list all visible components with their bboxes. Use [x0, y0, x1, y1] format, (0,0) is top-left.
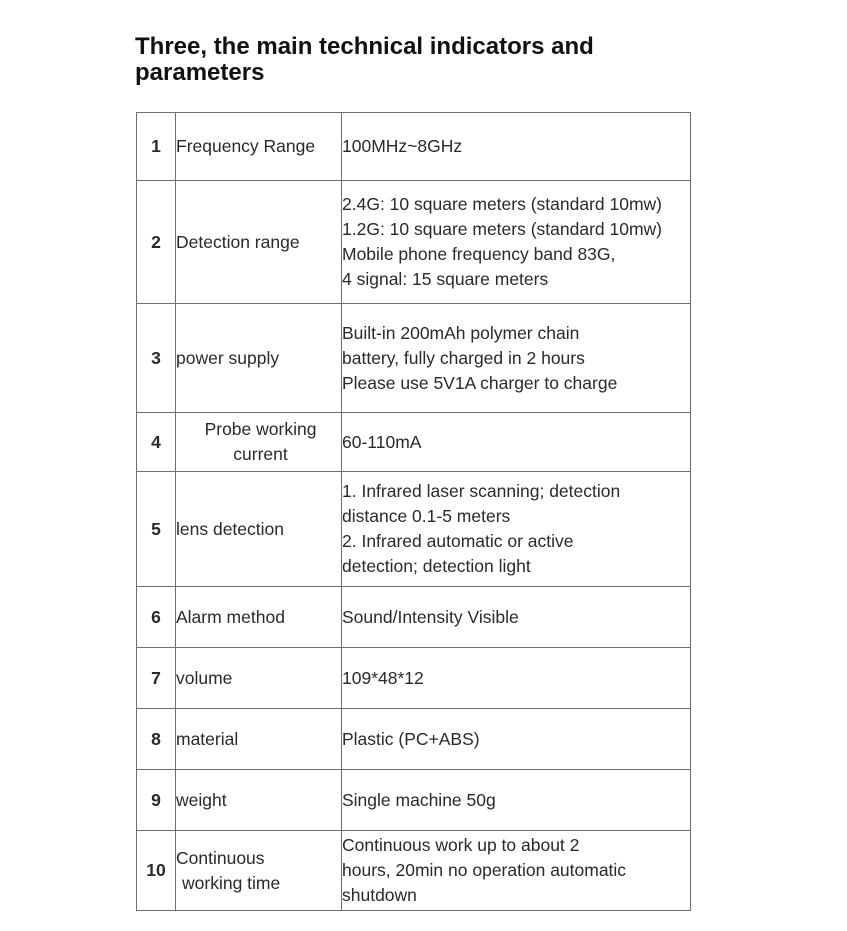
- value-text: 1. Infrared laser scanning; detection: [342, 481, 621, 501]
- spec-table: [136, 112, 691, 911]
- value-cell: [342, 648, 691, 709]
- row-number: 8: [137, 709, 176, 770]
- page-title: Three, the main technical indicators and parameters: [135, 33, 594, 86]
- table-row: [137, 770, 691, 831]
- value-text: 109*48*12: [342, 667, 424, 688]
- row-number: 2: [137, 181, 176, 304]
- value-text: detection; detection light: [342, 556, 531, 576]
- value-cell: [342, 709, 691, 770]
- table-row: [137, 648, 691, 709]
- parameter-text: current: [233, 444, 288, 464]
- parameter-text: Frequency Range: [176, 136, 316, 156]
- value-text: 60-110mA: [342, 431, 422, 452]
- table-row: [137, 472, 691, 587]
- row-number: 9: [137, 770, 176, 831]
- value-cell: [342, 113, 691, 181]
- value-text: Single machine 50g: [342, 789, 496, 810]
- value-cell: [342, 304, 691, 413]
- parameter-text: power supply: [176, 347, 280, 368]
- parameter-cell: [176, 113, 342, 181]
- value-text: Continuous work up to about 2: [342, 835, 580, 855]
- table-row: [137, 181, 691, 304]
- parameter-text: lens detection: [176, 518, 284, 539]
- value-cell: [342, 831, 691, 911]
- value-text: 2. Infrared automatic or active: [342, 531, 574, 551]
- parameter-cell: [176, 304, 342, 413]
- row-number: 5: [137, 472, 176, 587]
- row-number: 3: [137, 304, 176, 413]
- parameter-cell: [176, 770, 342, 831]
- parameter-cell: [176, 181, 342, 304]
- value-text: Sound/Intensity Visible: [342, 606, 519, 627]
- table-row: [137, 587, 691, 648]
- value-cell: [342, 181, 691, 304]
- table-row: [137, 413, 691, 472]
- value-text: shutdown: [342, 885, 417, 905]
- parameter-text: Detection range: [176, 231, 300, 252]
- value-text: 2.4G: 10 square meters (standard 10mw): [342, 194, 663, 214]
- parameter-text: volume: [176, 667, 233, 688]
- value-text: 100MHz~8GHz: [342, 136, 463, 156]
- parameter-cell: [176, 648, 342, 709]
- value-text: Built-in 200mAh polymer chain: [342, 322, 580, 343]
- value-cell: [342, 472, 691, 587]
- row-number: 10: [137, 831, 176, 911]
- parameter-text: weight: [176, 789, 227, 810]
- value-text: 1.2G: 10 square meters (standard 10mw): [342, 219, 663, 239]
- table-row: [137, 831, 691, 911]
- parameter-cell: [176, 831, 342, 911]
- table-row: [137, 304, 691, 413]
- value-cell: [342, 587, 691, 648]
- table-row: [137, 709, 691, 770]
- value-text: Plastic (PC+ABS): [342, 728, 480, 749]
- row-number: 7: [137, 648, 176, 709]
- parameter-text: Continuous: [176, 847, 265, 868]
- parameter-text: Alarm method: [176, 606, 285, 627]
- parameter-cell: [176, 413, 342, 472]
- value-text: Mobile phone frequency band 83G,: [342, 244, 616, 264]
- value-text: battery, fully charged in 2 hours: [342, 347, 585, 368]
- value-text: Please use 5V1A charger to charge: [342, 372, 618, 393]
- table-row: [137, 113, 691, 181]
- row-number: 1: [137, 113, 176, 181]
- value-cell: [342, 413, 691, 472]
- row-number: 6: [137, 587, 176, 648]
- row-number: 4: [137, 413, 176, 472]
- parameter-text: material: [176, 728, 239, 749]
- parameter-text: working time: [182, 872, 281, 893]
- value-text: 4 signal: 15 square meters: [342, 269, 549, 289]
- parameter-cell: [176, 472, 342, 587]
- value-cell: [342, 770, 691, 831]
- parameter-cell: [176, 709, 342, 770]
- value-text: distance 0.1-5 meters: [342, 506, 511, 526]
- parameter-cell: [176, 587, 342, 648]
- parameter-text: Probe working: [204, 419, 317, 439]
- value-text: hours, 20min no operation automatic: [342, 860, 627, 880]
